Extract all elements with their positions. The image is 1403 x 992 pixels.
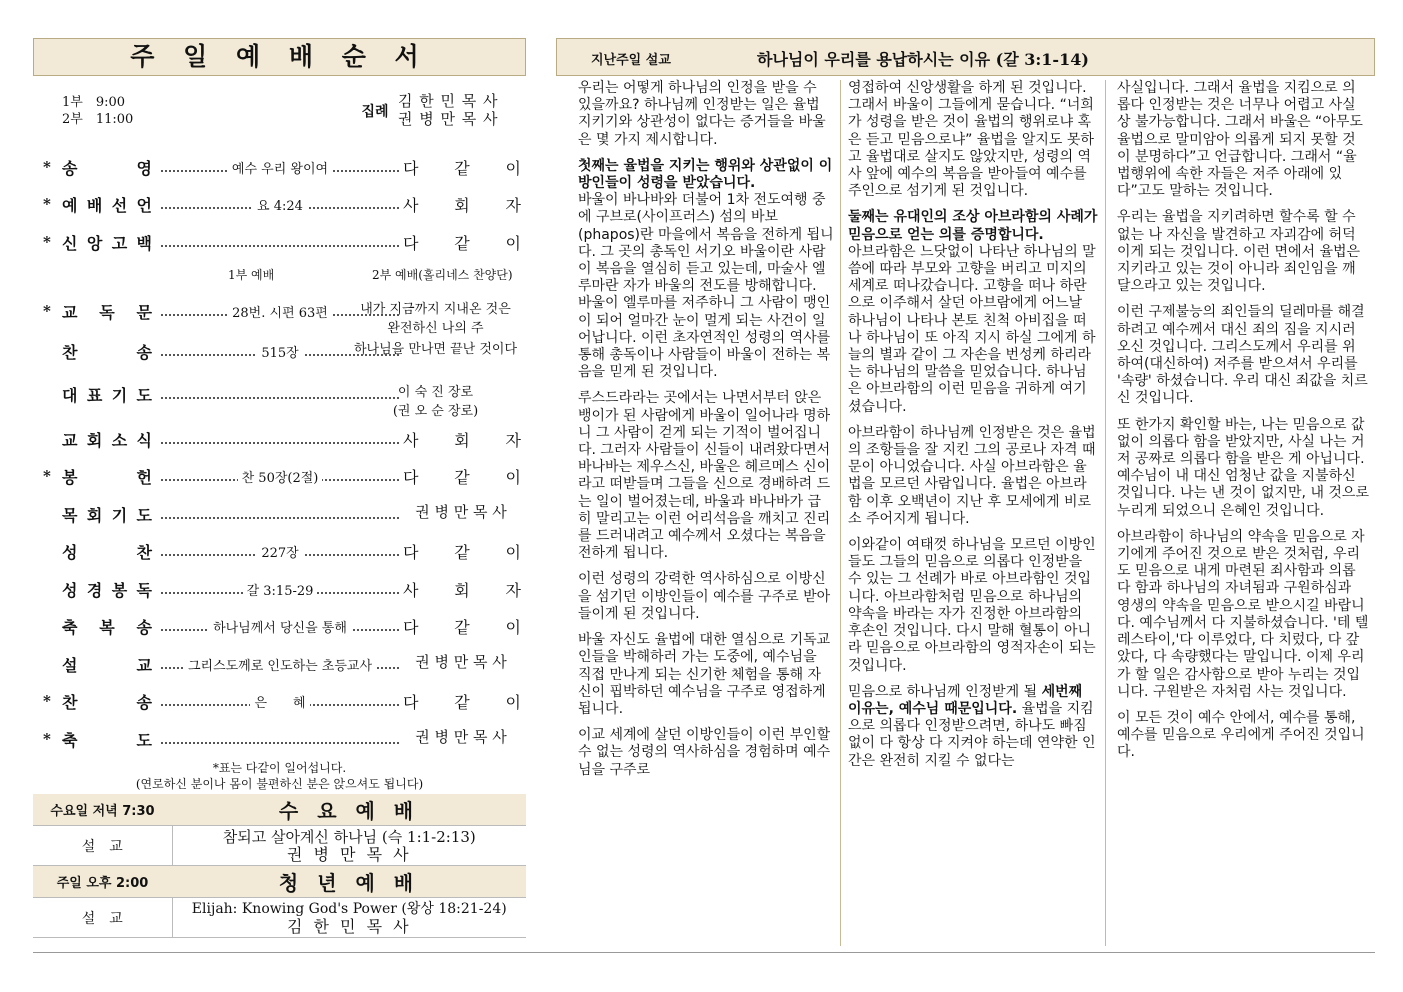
sermon-paragraph [848, 537, 1100, 675]
order-item-leader: 내가 지금까지 지내온 것은 완전하신 나의 주 [360, 302, 511, 336]
sermon-text: 사실입니다. 그래서 율법을 지킴으로 의롭다 인정받는 것은 너무나 어렵고 사실상 불가능합니다. 그래서 바울은 “아무도 율법으로 말미암아 의롭게 되지 못할 것이 분명하다”고 언급합니다. 그래서 “율법행위에 속한 자들은 저주 아래에 있다”고도 말하는 것입니다. [1117, 80, 1363, 200]
order-item-leader: 사 회 자 [403, 581, 521, 600]
order-item-name: 찬 송 [62, 693, 152, 712]
worship-order-title: 주 일 예 배 순 서 [33, 38, 526, 76]
sermon-paragraph [578, 727, 834, 779]
column-divider-2 [1105, 80, 1106, 946]
sermon-paragraph [1117, 529, 1369, 701]
standing-note: *표는 다같이 일어섭니다. [212, 761, 347, 775]
wed-time: 수요일 저녁 7:30 [50, 804, 155, 819]
order-item-detail [161, 233, 399, 247]
sermon-text: 바울이 바나바와 더불어 1차 전도여행 중에 구브로(사이프러스) 섬의 바보(phapos)란 마을에서 복음을 전하게 됩니다. 그 곳의 총독인 서기오 바울이란 사람이 복음을 열심히 듣고 있는데, 마술사 엘루마란 자가 바울의 전도를 방해합니다. 바울이 엘루마를 저주하니 그 사람이 맹인이 되어 얼마간 눈이 멀게 되는 사건이 일어납니다. 이런 초자연적인 성령의 역사를 통해 총독이나 사람들이 바울이 전하는 복음을 믿게 된 것입니다. [578, 192, 834, 381]
order-item [43, 156, 523, 178]
sermon-text: 율법을 지킴으로 의롭다 인정받으려면, 하나도 빠짐없이 다 항상 다 지켜야 하는데 연약한 인간은 완전히 지킬 수 없다는 [848, 700, 1096, 769]
order-item [43, 465, 523, 487]
sermon-paragraph [578, 80, 834, 149]
sermon-paragraph [848, 209, 1100, 415]
order-item-name: 성 경 봉 독 [62, 581, 152, 600]
standing-mark: * [43, 233, 51, 251]
youth-sermon [172, 898, 526, 938]
youth-preacher: 김 한 민 목 사 [286, 916, 412, 936]
wed-preacher: 권 병 만 목 사 [286, 844, 412, 864]
order-item-detail [161, 195, 399, 214]
order-item [43, 690, 523, 712]
sermon-paragraph [848, 684, 1100, 770]
service-time-1: 1부 9:00 [62, 95, 126, 110]
order-item [43, 231, 523, 253]
sermon-paragraph [848, 425, 1100, 528]
standing-mark: * [43, 302, 51, 320]
sermon-header [556, 38, 1375, 76]
sermon-text: 이교 세계에 살던 이방인들이 이런 부인할 수 없는 성령의 역사하심을 경험하며 예수님을 구주로 [578, 727, 831, 778]
sermon-text: 이런 성령의 강력한 역사하심으로 이방신을 섬기던 이방인들이 예수를 구주로 받아들이게 된 것입니다. [578, 571, 831, 622]
order-item-detail-text: 28번. 시편 63편 [228, 306, 332, 321]
officiant-label: 집례 [361, 104, 389, 120]
sermon-text: 믿음으로 하나님께 인정받게 될 [848, 683, 1042, 700]
sermon-text: 영접하여 신앙생활을 하게 된 것입니다. 그래서 바울이 그들에게 묻습니다. “너희가 성령을 받은 것이 율법의 행위로냐 혹은 듣고 믿음으로냐” 율법을 알지도 못하고 율법대로 살지도 않았지만, 성령의 역사 앞에 예수의 복음을 받아들여 예수를 주인으로 섬기게 된 것입니다. [848, 80, 1094, 200]
order-item-name: 설 교 [62, 656, 152, 675]
order-item-name: 성 찬 [62, 543, 152, 562]
order-item-leader: 다 같 이 [403, 159, 521, 178]
order-item-detail-text: 그리스도께로 인도하는 초등교사 [184, 659, 376, 674]
order-item-detail [161, 430, 399, 444]
order-item-detail [161, 617, 399, 636]
order-item-name: 축 복 송 [62, 618, 152, 637]
seating-note: (연로하신 분이나 몸이 불편하신 분은 앉으셔도 됩니다) [135, 777, 424, 791]
order-item-name: 예 배 선 언 [62, 196, 152, 215]
standing-mark: * [43, 692, 51, 710]
wed-sermon-label: 설 교 [33, 826, 172, 866]
order-item-detail-text: 하나님께서 당신을 통해 [209, 621, 351, 636]
youth-time: 주일 오후 2:00 [56, 876, 149, 891]
order-item-detail-text: 은 혜 [250, 696, 309, 711]
order-item-name: 교 회 소 식 [62, 431, 152, 450]
order-item-name: 찬 송 [62, 343, 152, 362]
order-item [43, 540, 523, 562]
sermon-column-2 [848, 80, 1100, 779]
sermon-text: 아브라함이 하나님의 약속을 믿음으로 자기에게 주어진 것으로 받은 것처럼, 우리도 믿음으로 내게 마련된 죄사함과 의롭다 함과 하나님의 자녀됨과 구원하심과 영생의 약속을 믿음으로 받으시길 바랍니다. 예수님께서 다 지불하셨습니다. '테 텔레스타이,'다 이루었다, 다 치렀다, 다 갚았다, 다 속량했다는 말입니다. 이제 우리가 할 일은 감사함으로 받아 누리는 것입니다. 구원받은 자처럼 사는 것입니다. [1117, 528, 1369, 700]
order-item [43, 428, 523, 450]
sermon-paragraph [1117, 710, 1369, 762]
sermon-paragraph [578, 571, 834, 623]
order-item [43, 578, 523, 600]
order-item-leader: 다 같 이 [403, 618, 521, 637]
sermon-paragraph [578, 632, 834, 718]
order-item-leader: 하나님을 만나면 끝난 것이다 [353, 342, 518, 357]
order-item-leader: 다 같 이 [403, 234, 521, 253]
order-item-leader: 권 병 만 목 사 [415, 503, 507, 521]
wed-sermon [172, 826, 526, 866]
order-item-detail [161, 467, 399, 486]
sermon-column-1 [578, 80, 834, 788]
order-item-leader: 다 같 이 [403, 693, 521, 712]
order-item-detail-text: 요 4:24 [253, 199, 307, 214]
sermon-title: 하나님이 우리를 용납하시는 이유 (갈 3:1-14) [757, 50, 1089, 69]
officiants [398, 92, 499, 128]
wed-sermon-title: 참되고 살아계신 하나님 (슥 1:1-2:13) [222, 827, 476, 846]
order-item-leader: 다 같 이 [403, 468, 521, 487]
order-item-leader: 사 회 자 [403, 431, 521, 450]
order-item [43, 615, 523, 637]
standing-mark: * [43, 730, 51, 748]
sermon-paragraph [1117, 417, 1369, 520]
order-item-name: 목 회 기 도 [62, 506, 152, 525]
order-item [43, 383, 523, 419]
order-item [43, 503, 523, 525]
order-item-name: 대 표 기 도 [62, 386, 152, 405]
service-time-2: 2부 11:00 [62, 112, 134, 127]
sermon-point-heading: 첫째는 율법을 지키는 행위와 상관없이 이방인들이 성령을 받았습니다. [578, 157, 833, 192]
order-item-leader: 권 병 만 목 사 [415, 728, 507, 746]
standing-mark: * [43, 158, 51, 176]
order-item-name: 봉 헌 [62, 468, 152, 487]
standing-mark: * [43, 467, 51, 485]
sermon-paragraph [1117, 80, 1369, 200]
order-item [43, 728, 523, 750]
order-item-leader: 권 병 만 목 사 [415, 653, 507, 671]
order-item [43, 193, 523, 215]
order-item-detail-text: 예수 우리 왕이여 [228, 162, 332, 177]
order-item-detail [161, 730, 399, 744]
column-divider-1 [840, 80, 841, 946]
sermon-paragraph [578, 390, 834, 562]
order-item-detail-text: 227장 [257, 546, 302, 561]
order-item-detail [161, 692, 399, 711]
sermon-paragraph [578, 158, 834, 382]
order-item-detail [161, 542, 399, 561]
order-item-leader: 이 숙 진 장로 (권 오 순 장로) [392, 385, 479, 419]
order-item-detail-text: 515장 [257, 346, 302, 361]
order-item-detail-text: 갈 3:15-29 [243, 584, 318, 599]
sermon-paragraph [1117, 304, 1369, 407]
sermon-text: 우리는 어떻게 하나님의 인정을 받을 수 있을까요? 하나님께 인정받는 일은 율법 지키기와 상관성이 없다는 증거들을 바울은 몇 가지 제시합니다. [578, 80, 826, 148]
order-item-detail-text: 찬 50장(2절) [238, 471, 323, 486]
part-label-1: 1부 예배 [228, 268, 275, 282]
order-item-leader: 다 같 이 [403, 543, 521, 562]
sermon-text: 루스드라라는 곳에서는 나면서부터 앉은뱅이가 된 사람에게 바울이 일어나라 명하니 그 사람이 걷게 되는 기적이 벌어집니다. 그러자 사람들이 신들이 내려왔다면서 바나바는 제우스신, 바울은 헤르메스 신이라고 떠받들며 그들을 신으로 경배하려 드는 일이 벌어졌는데, 바울과 바나바가 급히 말리고는 이런 어리석음을 깨치고 진리를 드러내려고 예수께서 오셨다는 복음을 전하게 됩니다. [578, 390, 831, 562]
youth-sermon-title: Elijah: Knowing God's Power (왕상 18:21-24) [191, 900, 507, 917]
sermon-text: 이 모든 것이 예수 안에서, 예수를 통해, 예수를 믿음으로 우리에게 주어진 것입니다. [1117, 709, 1365, 761]
sermon-label: 지난주일 설교 [591, 53, 671, 68]
sermon-point-heading: 둘째는 유대인의 조상 아브라함의 사례가 믿음으로 얻는 의를 증명합니다. [848, 209, 1098, 243]
sermon-text: 아브라함은 느닷없이 나타난 하나님의 말씀에 따라 부모와 고향을 버리고 미지의 세계로 떠나갔습니다. 고향을 떠나 하란으로 이주해서 살던 아브람에게 어느날 하나님이 나타나 본토 친척 아비집을 떠나 하나님이 또 아직 지시 하실 그에게 하늘의 별과 같이 그 자손을 번성케 하리라는 하나님의 말씀을 믿었습니다. 하나님은 아브라함의 이런 믿음을 귀하게 여기셨습니다. [848, 243, 1096, 415]
youth-service-title: 청 년 예 배 [278, 871, 420, 895]
officiant-2: 권 병 만 목 사 [398, 110, 499, 128]
order-item-name: 신 앙 고 백 [62, 234, 152, 253]
sermon-text: 바울 자신도 율법에 대한 열심으로 기독교인들을 박해하러 가는 도중에, 예수님을 직접 만나게 되는 신기한 체험을 통해 자신이 핍박하던 예수님을 구주로 영접하게 됩니다. [578, 632, 831, 717]
order-item-detail [161, 655, 399, 674]
wed-service-title: 수 요 예 배 [278, 799, 420, 823]
sermon-text: 우리는 율법을 지키려하면 할수록 할 수 없는 나 자신을 발견하고 자괴감에 허덕이게 되는 것입니다. 이런 면에서 율법은 지키라고 있는 것이 아니라 죄인임을 깨달으라고 있는 것입니다. [1117, 209, 1361, 295]
sermon-text: 이런 구제불능의 죄인들의 딜레마를 해결하려고 예수께서 대신 죄의 짐을 지시러 오신 것입니다. 그리스도께서 우리를 위하여(대신하여) 저주를 받으셔서 우리를 '속량' 하셨습니다. 우리 대신 죄값을 치르신 것입니다. [1117, 304, 1368, 407]
order-item [43, 340, 523, 362]
youth-sermon-label: 설 교 [33, 898, 172, 938]
sermon-point-heading: 세번째 이유는, 예수님 때문입니다. [848, 683, 1083, 717]
bottom-rule [33, 952, 1375, 953]
service-times [62, 94, 133, 128]
order-item-name: 교 독 문 [62, 303, 152, 322]
order-item [43, 653, 523, 675]
sermon-paragraph [1117, 209, 1369, 295]
sermon-column-3 [1117, 80, 1369, 771]
sermon-text: 이와같이 여태껏 하나님을 모르던 이방인들도 그들의 믿음으로 의롭다 인정받을 수 있는 그 선례가 바로 아브라함인 것입니다. 아브라함처럼 믿음으로 하나님의 약속을 바라는 자가 진정한 아브라함의 후손인 것입니다. 다시 말해 혈통이 아니라 믿음으로 아브라함의 영적자손이 되는 것입니다. [848, 537, 1096, 674]
standing-mark: * [43, 195, 51, 213]
order-item-name: 송 영 [62, 159, 152, 178]
part-label-2: 2부 예배(홀리네스 찬양단) [372, 268, 513, 282]
officiant-1: 김 한 민 목 사 [398, 92, 499, 110]
order-item-detail [161, 505, 399, 519]
sermon-text: 또 한가지 확인할 바는, 나는 믿음으로 값 없이 의롭다 함을 받았지만, 사실 나는 거저 공짜로 의롭다 함을 받은 게 아닙니다. 예수님이 내 대신 엄청난 값을 지불하신 것입니다. 나는 낸 것이 없지만, 내 것으로 누리게 되었으니 은혜인 것입니다. [1117, 416, 1369, 519]
sermon-paragraph [848, 80, 1100, 200]
order-item-leader: 사 회 자 [403, 196, 521, 215]
order-item [43, 300, 523, 336]
other-services-table [33, 794, 526, 938]
order-item-name: 축 도 [62, 731, 152, 750]
sermon-text: 아브라함이 하나님께 인정받은 것은 율법의 조항들을 잘 지킨 그의 공로나 자격 때문이 아니었습니다. 사실 아브라함은 율법을 모르던 사람입니다. 율법은 아브라함 이후 오백년이 지난 후 모세에게 비로소 주어지게 됩니다. [848, 424, 1096, 527]
standing-notes [33, 760, 526, 792]
order-item-detail [161, 580, 399, 599]
order-item-detail [161, 158, 399, 177]
